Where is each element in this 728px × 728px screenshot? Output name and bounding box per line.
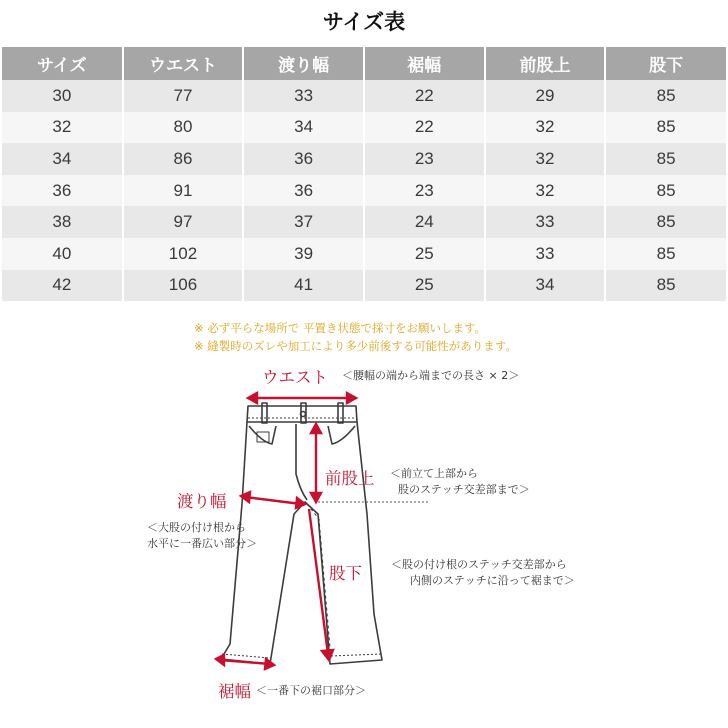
inseam-description-2: 内側のステッチに沿って裾まで＞ bbox=[410, 574, 575, 587]
table-cell: 34 bbox=[243, 112, 364, 144]
waist-label: ウエスト bbox=[262, 368, 328, 387]
table-header-row bbox=[2, 47, 726, 80]
rise-arrow-head-top bbox=[311, 424, 321, 433]
column-header-inseam: 股下 bbox=[605, 47, 726, 80]
table-row bbox=[2, 80, 726, 112]
table-cell: 36 bbox=[2, 175, 123, 207]
table-cell: 39 bbox=[243, 238, 364, 270]
table-cell: 23 bbox=[364, 175, 485, 207]
waist-arrow-head-right bbox=[347, 393, 356, 403]
table-cell: 22 bbox=[364, 112, 485, 144]
table-cell: 41 bbox=[243, 270, 364, 302]
rise-arrow-head-bottom bbox=[311, 493, 321, 502]
table-cell: 37 bbox=[243, 206, 364, 238]
inseam-arrow bbox=[309, 509, 328, 654]
table-cell: 25 bbox=[364, 238, 485, 270]
thigh-label: 渡り幅 bbox=[177, 492, 227, 511]
table-cell: 33 bbox=[485, 206, 606, 238]
table-cell: 77 bbox=[123, 80, 244, 112]
column-header-size: サイズ bbox=[2, 47, 123, 80]
waist-arrow-head-left bbox=[248, 393, 257, 403]
table-cell: 25 bbox=[364, 270, 485, 302]
table-cell: 22 bbox=[364, 80, 485, 112]
thigh-arrow-head-right bbox=[296, 498, 305, 508]
table-cell: 36 bbox=[243, 175, 364, 207]
column-header-thigh: 渡り幅 bbox=[243, 47, 364, 80]
table-cell: 23 bbox=[364, 143, 485, 175]
table-cell: 38 bbox=[2, 206, 123, 238]
table-cell: 91 bbox=[123, 175, 244, 207]
thigh-description-2: 水平に一番広い部分＞ bbox=[147, 537, 257, 550]
note-flat-measure: ※ 必ず平らな場所で 平置き状態で採寸をお願いします。 bbox=[194, 321, 487, 335]
column-header-front-rise: 前股上 bbox=[485, 47, 606, 80]
table-cell: 32 bbox=[485, 112, 606, 144]
table-cell: 30 bbox=[2, 80, 123, 112]
inseam-label: 股下 bbox=[329, 564, 362, 583]
inseam-description-1: ＜股の付け根のステッチ交差部から bbox=[391, 558, 567, 571]
table-cell: 32 bbox=[2, 112, 123, 144]
table-cell: 102 bbox=[123, 238, 244, 270]
table-row bbox=[2, 112, 726, 144]
table-row bbox=[2, 238, 726, 270]
table-cell: 80 bbox=[123, 112, 244, 144]
table-cell: 85 bbox=[605, 143, 726, 175]
table-cell: 33 bbox=[243, 80, 364, 112]
table-row bbox=[2, 270, 726, 302]
table-cell: 29 bbox=[485, 80, 606, 112]
size-table bbox=[2, 47, 726, 301]
table-cell: 36 bbox=[243, 143, 364, 175]
table-cell: 97 bbox=[123, 206, 244, 238]
hem-arrow-head-left bbox=[216, 655, 224, 665]
measurement-diagram bbox=[0, 314, 728, 728]
hem-description: ＜一番下の裾口部分＞ bbox=[256, 684, 366, 697]
table-row bbox=[2, 206, 726, 238]
front-rise-description-2: 股のステッチ交差部まで＞ bbox=[398, 483, 530, 496]
table-cell: 85 bbox=[605, 112, 726, 144]
inseam-arrow-head bbox=[322, 650, 333, 660]
table-cell: 85 bbox=[605, 270, 726, 302]
table-cell: 85 bbox=[605, 175, 726, 207]
column-header-waist: ウエスト bbox=[123, 47, 244, 80]
table-cell: 34 bbox=[485, 270, 606, 302]
table-cell: 32 bbox=[485, 143, 606, 175]
front-rise-label: 前股上 bbox=[325, 469, 375, 488]
table-row bbox=[2, 175, 726, 207]
table-cell: 33 bbox=[485, 238, 606, 270]
table-cell: 85 bbox=[605, 80, 726, 112]
waist-description: ＜腰幅の端から端までの長さ × 2＞ bbox=[342, 369, 520, 382]
column-header-hem: 裾幅 bbox=[364, 47, 485, 80]
thigh-arrow bbox=[245, 497, 301, 504]
table-cell: 40 bbox=[2, 238, 123, 270]
page-title: サイズ表 bbox=[322, 10, 406, 34]
table-cell: 34 bbox=[2, 143, 123, 175]
table-cell: 24 bbox=[364, 206, 485, 238]
hem-arrow bbox=[220, 660, 270, 664]
table-row bbox=[2, 143, 726, 175]
thigh-description-1: ＜大股の付け根から bbox=[147, 521, 246, 534]
front-rise-description-1: ＜前立て上部から bbox=[390, 467, 478, 480]
hem-arrow-head-right bbox=[265, 659, 274, 669]
hem-label: 裾幅 bbox=[218, 682, 251, 701]
table-cell: 32 bbox=[485, 175, 606, 207]
table-cell: 86 bbox=[123, 143, 244, 175]
table-cell: 106 bbox=[123, 270, 244, 302]
table-cell: 85 bbox=[605, 206, 726, 238]
note-variance: ※ 縫製時のズレや加工により多少前後する可能性があります。 bbox=[194, 339, 517, 353]
table-cell: 42 bbox=[2, 270, 123, 302]
table-cell: 85 bbox=[605, 238, 726, 270]
